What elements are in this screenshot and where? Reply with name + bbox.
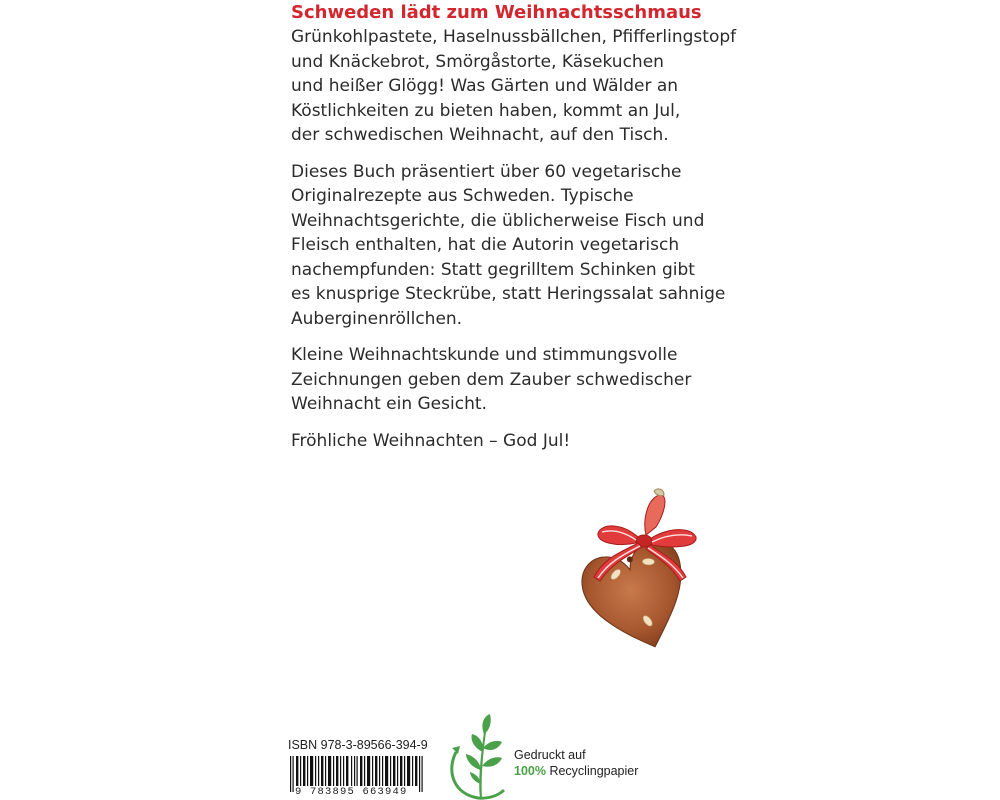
paragraph-greeting — [291, 429, 731, 454]
paragraph-recipes — [291, 160, 731, 332]
isbn-label: ISBN 978-3-89566-394-9 — [288, 738, 428, 752]
text-line: der schwedischen Weihnacht, auf den Tisch. — [291, 125, 669, 145]
text-line: Weihnachtsgerichte, die üblicherweise Fisch und — [291, 210, 705, 231]
barcode-digits: 9 783895 663949 — [295, 786, 408, 798]
text-line: Weihnacht ein Gesicht. — [291, 394, 487, 414]
text-line: Fleisch enthalten, hat die Autorin vegetarisch — [291, 235, 680, 255]
text-line: Dieses Buch präsentiert über 60 vegetarische — [291, 161, 682, 182]
text-line: es knusprige Steckrübe, statt Heringssalat sahnige — [291, 284, 726, 304]
recycling-line2 — [514, 763, 638, 779]
gingerbread-heart-illustration — [560, 485, 710, 655]
text-line: Fröhliche Weihnachten – God Jul! — [291, 430, 571, 451]
headline: Schweden lädt zum Weihnachtsschmaus — [291, 2, 702, 23]
text-line: Grünkohlpastete, Haselnussbällchen, Pfifferlingstopf — [291, 27, 737, 47]
recycling-percent: 100% — [514, 764, 546, 778]
text-line: und Knäckebrot, Smörgåstorte, Käsekuchen — [291, 51, 664, 72]
back-cover-text — [291, 0, 737, 465]
text-line: Köstlichkeiten zu bieten haben, kommt an Jul, — [291, 100, 681, 121]
paragraph-drawings — [291, 343, 731, 417]
recycling-plant-icon — [444, 712, 510, 800]
text-line: nachempfunden: Statt gegrilltem Schinken gibt — [291, 259, 695, 280]
text-line: Zeichnungen geben dem Zauber schwedischer — [291, 369, 692, 390]
recycling-line1: Gedruckt auf — [514, 748, 586, 762]
text-line: Auberginenröllchen. — [291, 308, 463, 329]
paragraph-intro — [291, 25, 737, 148]
recycling-paper-note — [514, 747, 638, 779]
recycling-line2-text: Recyclingpapier — [545, 764, 639, 778]
text-line: und heißer Glögg! Was Gärten und Wälder an — [291, 76, 679, 96]
text-line: Kleine Weihnachtskunde und stimmungsvolle — [291, 345, 678, 365]
text-line: Originalrezepte aus Schweden. Typische — [291, 186, 634, 206]
